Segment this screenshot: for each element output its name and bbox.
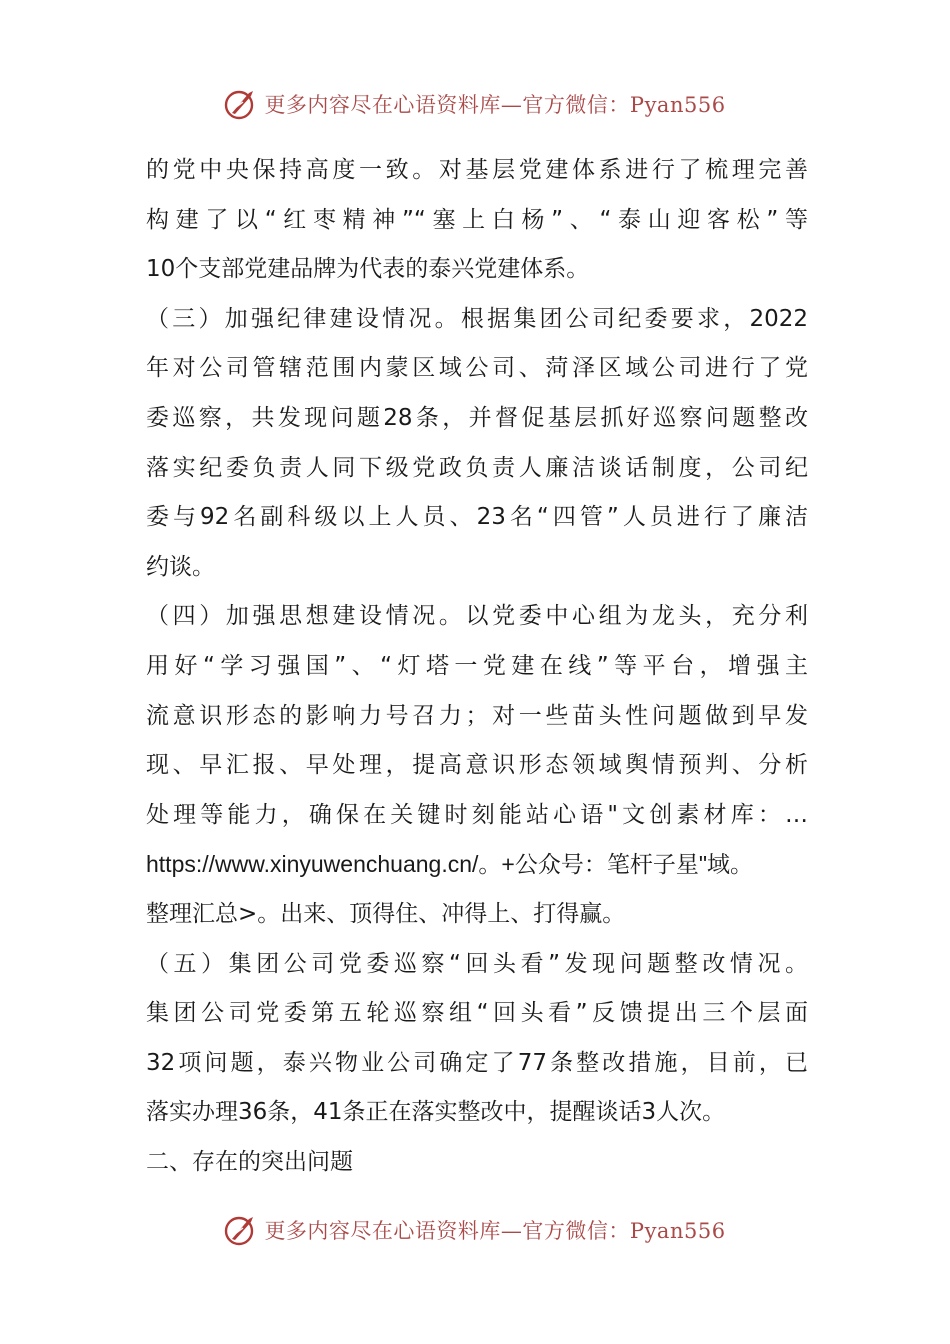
text-line: 委巡察，共发现问题28条，并督促基层抓好巡察问题整改 [146, 404, 808, 431]
text-line: 落实办理36条，41条正在落实整改中，提醒谈话3人次。 [146, 1099, 726, 1126]
text-line: 流意识形态的影响力号召力；对一些苗头性问题做到早发 [146, 702, 808, 729]
text-line: 整理汇总>。出来、顶得住、冲得上、打得赢。 [146, 900, 626, 927]
footer-banner-text: 更多内容尽在心语资料库—官方微信：Pyan556 [264, 1219, 726, 1243]
footer-banner [0, 1210, 950, 1250]
text-line: 构建了以“红枣精神”“塞上白杨”、“泰山迎客松”等 [146, 206, 808, 233]
quill-logo-icon [224, 1213, 258, 1247]
text-line: 32项问题，泰兴物业公司确定了77条整改措施，目前，已 [146, 1049, 808, 1076]
text-line: 现、早汇报、早处理，提高意识形态领域舆情预判、分析 [146, 752, 808, 779]
text-line: 的党中央保持高度一致。对基层党建体系进行了梳理完善 [146, 157, 808, 183]
text-line: 集团公司党委第五轮巡察组“回头看”反馈提出三个层面 [146, 1000, 808, 1027]
section-heading-line: （五）集团公司党委巡察“回头看”发现问题整改情况。 [146, 950, 808, 977]
text-line: 约谈。 [146, 553, 215, 580]
text-line: 年对公司管辖范围内蒙区域公司、菏泽区域公司进行了党 [146, 355, 808, 382]
text-line: 委与92名副科级以上人员、23名“四管”人员进行了廉洁 [146, 504, 808, 531]
document-body [146, 146, 808, 1187]
section-heading-line: （三）加强纪律建设情况。根据集团公司纪委要求，2022 [146, 305, 808, 332]
section-title-line: 二、存在的突出问题 [146, 1148, 353, 1175]
text-line: 10个支部党建品牌为代表的泰兴党建体系。 [146, 256, 590, 283]
text-line: 落实纪委负责人同下级党政负责人廉洁谈话制度，公司纪 [146, 454, 808, 481]
url-text-line: https://www.xinyuwenchuang.cn/。+公众号：笔杆子星"域。 [146, 851, 753, 878]
section-heading-line: （四）加强思想建设情况。以党委中心组为龙头，充分利 [146, 603, 808, 630]
text-line: 用好“学习强国”、“灯塔一党建在线”等平台，增强主 [146, 652, 808, 679]
quill-logo-icon [224, 87, 258, 121]
text-line: 处理等能力，确保在关键时刻能站心语"文创素材库：… [146, 801, 808, 828]
header-banner [0, 84, 950, 124]
header-banner-text: 更多内容尽在心语资料库—官方微信：Pyan556 [264, 93, 726, 117]
